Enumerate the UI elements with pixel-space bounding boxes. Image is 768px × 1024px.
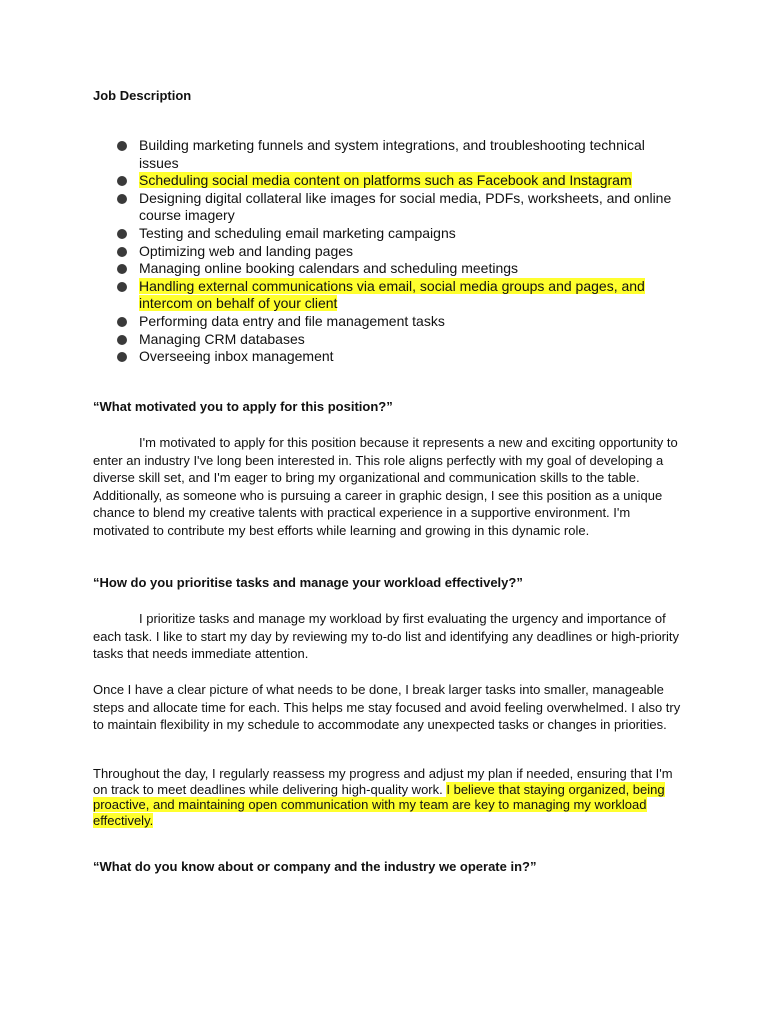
job-description-item	[116, 331, 676, 349]
answer-prioritise-p3-highlight: I believe that staying organized, being proactive, and maintaining open communication with my team are key to managing my workload effectively.	[93, 781, 665, 828]
job-description-item	[116, 313, 676, 331]
answer-prioritise-p3	[93, 766, 683, 828]
job-description-item	[116, 260, 676, 278]
job-description-heading: Job Description	[93, 88, 192, 103]
job-description-item-text: Performing data entry and file management tasks	[139, 312, 445, 329]
job-description-list	[116, 137, 676, 366]
job-description-item-text: Scheduling social media content on platforms such as Facebook and Instagram	[139, 172, 632, 189]
answer-prioritise-p1: I prioritize tasks and manage my workload by first evaluating the urgency and importance of each task. I like to start my day by reviewing my to-do list and identifying any deadlines or high-priority tasks that needs immediate attention.	[93, 611, 679, 662]
job-description-item-text: Managing CRM databases	[139, 330, 305, 347]
answer-motivation: I'm motivated to apply for this position because it represents a new and exciting opportunity to enter an industry I've long been interested in. This role aligns perfectly with my goal of developing a diverse skill set, and I'm eager to bring my organizational and communication skills to the table. Additionally, as someone who is pursuing a career in graphic design, I see this position as a unique chance to blend my creative talents with practical experience in a supportive environment. I'm motivated to contribute my best efforts while learning and growing in this dynamic role.	[93, 435, 678, 538]
job-description-item	[116, 348, 676, 366]
question-prioritise: “How do you prioritise tasks and manage your workload effectively?”	[93, 575, 523, 590]
job-description-item-text: Managing online booking calendars and scheduling meetings	[139, 260, 519, 277]
question-motivation: “What motivated you to apply for this position?”	[93, 399, 393, 414]
job-description-item-text: Testing and scheduling email marketing campaigns	[139, 224, 456, 241]
job-description-item-text: Optimizing web and landing pages	[139, 242, 354, 259]
question-company: “What do you know about or company and the industry we operate in?”	[93, 859, 537, 874]
answer-prioritise-p3-text: Throughout the day, I regularly reassess my progress and adjust my plan if needed, ensuring that I'm on track to meet deadlines while delivering high-quality work.	[93, 766, 673, 797]
job-description-item-text: Handling external communications via email, social media groups and pages, and intercom on behalf of your client	[139, 277, 645, 312]
job-description-item	[116, 278, 676, 313]
answer-prioritise-p2: Once I have a clear picture of what needs to be done, I break larger tasks into smaller, manageable steps and allocate time for each. This helps me stay focused and avoid feeling overwhelmed. I also try to maintain flexibility in my schedule to accommodate any unexpected tasks or changes in priorities.	[93, 682, 681, 733]
job-description-item	[116, 172, 676, 190]
job-description-item	[116, 225, 676, 243]
job-description-item-text: Building marketing funnels and system integrations, and troubleshooting technical issues	[139, 137, 645, 171]
job-description-item	[116, 137, 676, 172]
job-description-item	[116, 190, 676, 225]
job-description-item-text: Designing digital collateral like images for social media, PDFs, worksheets, and online course imagery	[139, 189, 672, 224]
job-description-item	[116, 243, 676, 261]
job-description-item-text: Overseeing inbox management	[139, 348, 334, 365]
